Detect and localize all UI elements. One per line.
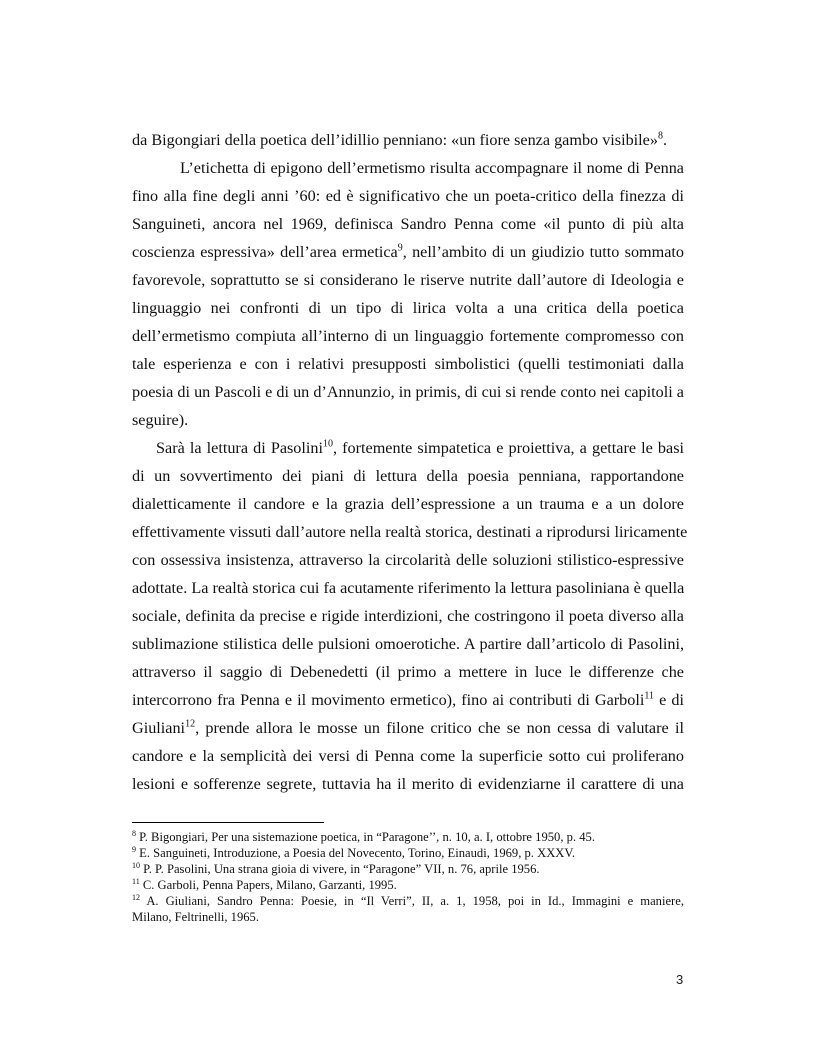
body-line-11: seguire). (132, 411, 189, 429)
body-line-4: Sanguineti, ancora nel 1969, definisca Sandro Penna come «il punto di più alta (132, 215, 684, 233)
footnote-12: $^{12}$ A. Giuliani, Sandro Penna: Poesie, in “Il Verri”, II, a. 1, 1958, poi in Id., Immagini e maniere, (132, 892, 684, 908)
body-line-8: dell’ermetismo compiuta all’interno di un linguaggio fortemente compromesso con (132, 327, 684, 345)
body-line-17: adottate. La realtà storica cui fa acutamente riferimento la lettura pasoliniana è quella (132, 579, 685, 597)
footnote-8: $^8$ P. Bigongiari, Per una sistemazione poetica, in “Paragone’’, n. 10, a. I, ottobre 1950, p. 45. (132, 828, 595, 844)
body-line-15: effettivamente vissuti dall’autore nella realtà storica, destinati a riprodursi liricamente (132, 523, 688, 541)
body-line-9: tale esperienza e con i relativi presupposti simbolistici (quelli testimoniati dalla (132, 355, 684, 373)
footnote-ref-10[interactable]: 10 (323, 438, 333, 450)
body-line-16: con ossessiva insistenza, attraverso la circolarità delle soluzioni stilistico-espressive (132, 551, 684, 569)
body-line-10: poesia di un Pascoli e di un d’Annunzio, in primis, di cui si rende conto nei capitoli a (132, 383, 684, 401)
body-line-24: lesioni e sofferenze segrete, tuttavia ha il merito di evidenziarne il carattere di una (132, 775, 684, 793)
body-line-20: attraverso il saggio di Debenedetti (il primo a mettere in luce le differenze che (132, 663, 684, 681)
body-line-23: candore e la semplicità dei versi di Penna come la superficie sotto cui proliferano (132, 747, 684, 765)
footnote-10: $^{10}$ P. P. Pasolini, Una strana gioia di vivere, in “Paragone” VII, n. 76, aprile 1956. (132, 860, 540, 876)
footnote-ref-11[interactable]: 11 (644, 690, 655, 702)
footnote-12-cont: Milano, Feltrinelli, 1965. (132, 910, 259, 924)
body-line-2: L’etichetta di epigono dell’ermetismo risulta accompagnare il nome di Penna (180, 159, 684, 177)
body-line-18: sociale, definita da precise e rigide interdizioni, che costringono il poeta diverso alla (132, 607, 684, 625)
footnote-ref-9[interactable]: 9 (397, 242, 403, 254)
body-line-14: dialetticamente il candore e la grazia dell’espressione a un trauma e a un dolore (132, 495, 684, 513)
body-line-22: Giuliani$^{12}$, prende allora le mosse un filone critico che se non cessa di valutare il (132, 718, 684, 737)
body-line-21: intercorrono fra Penna e il movimento ermetico), fino ai contributi di Garboli$^{11}$ e di (132, 690, 684, 709)
body-line-12: Sarà la lettura di Pasolini$^{10}$, fortemente simpatetica e proiettiva, a gettare le basi (156, 438, 684, 457)
page-number: 3 (676, 972, 684, 987)
body-line-3: fino alla fine degli anni ’60: ed è significativo che un poeta-critico della finezza di (132, 187, 684, 205)
document-page (132, 0, 688, 1056)
body-line-5: coscienza espressiva» dell’area ermetica$^9$, nell’ambito di un giudizio tutto sommato (132, 242, 685, 261)
body-line-1: da Bigongiari della poetica dell’idillio penniano: «un fiore senza gambo visibile»$^8$. (132, 130, 667, 149)
footnote-11: $^{11}$ C. Garboli, Penna Papers, Milano, Garzanti, 1995. (132, 876, 397, 892)
body-line-19: sublimazione stilistica delle pulsioni omoerotiche. A partire dall’articolo di Pasolini, (132, 635, 684, 653)
body-line-7: linguaggio nei confronti di un tipo di lirica volta a una critica della poetica (132, 299, 684, 317)
footnote-separator (132, 822, 324, 823)
footnote-9: $^9$ E. Sanguineti, Introduzione, a Poesia del Novecento, Torino, Einaudi, 1969, p. XXXV. (132, 844, 576, 860)
body-line-13: di un sovvertimento dei piani di lettura della poesia penniana, rapportandone (132, 467, 684, 485)
body-line-6: favorevole, soprattutto se si considerano le riserve nutrite dall’autore di Ideologia e (132, 271, 684, 289)
footnote-ref-8[interactable]: 8 (657, 130, 663, 142)
footnote-ref-12[interactable]: 12 (185, 718, 196, 730)
